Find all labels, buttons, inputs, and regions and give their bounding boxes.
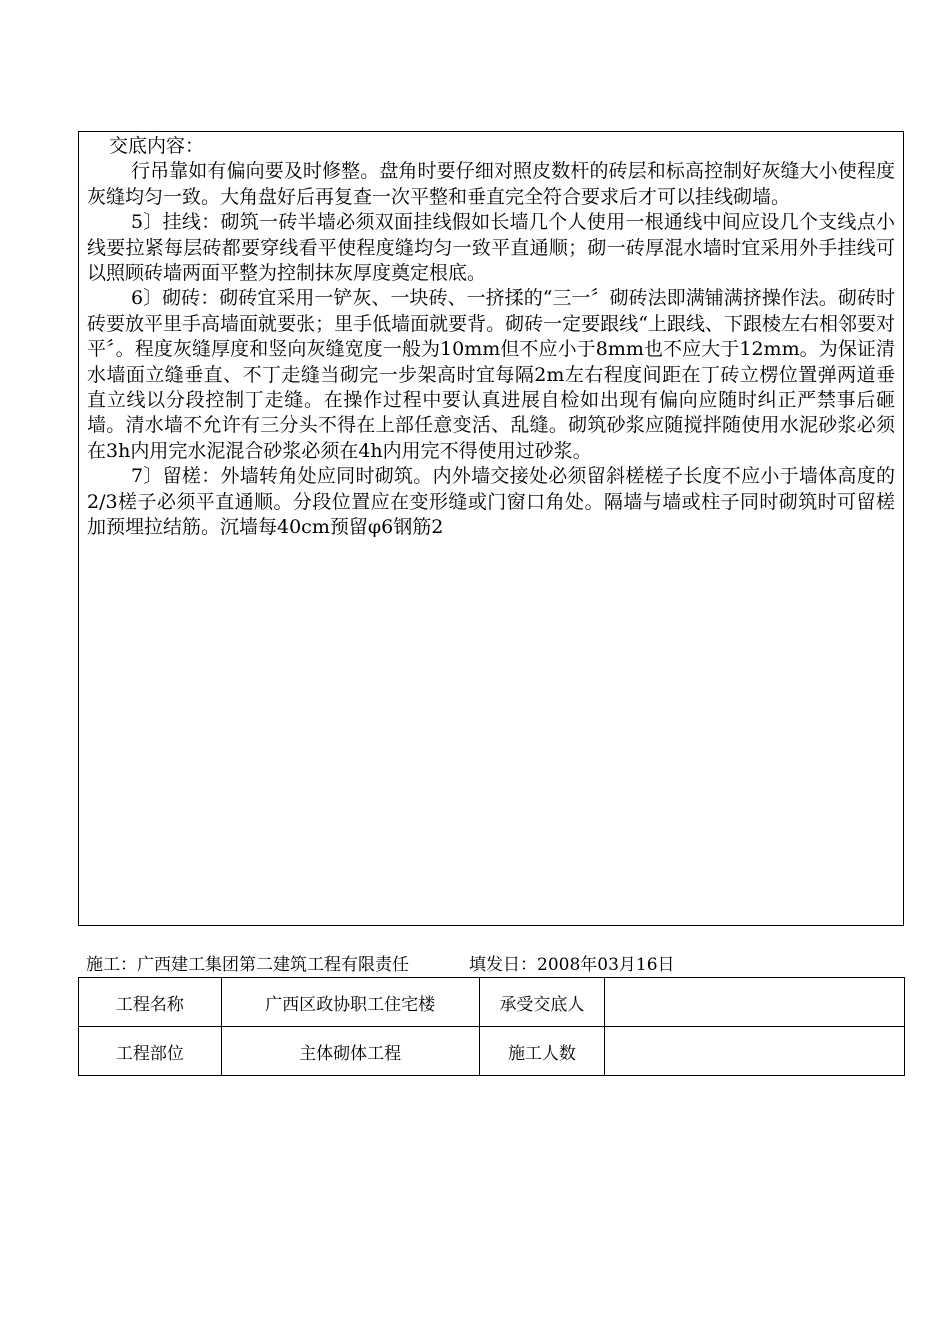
- recipient-label: 承受交底人: [479, 978, 605, 1027]
- project-part-value: 主体砌体工程: [221, 1027, 479, 1076]
- project-info-table: [78, 977, 905, 1076]
- table-row: [79, 978, 905, 1027]
- content-paragraph: 行吊靠如有偏向要及时修整。盘角时要仔细对照皮数杆的砖层和标高控制好灰缝大小使程度灰缝均匀一致。大角盘好后再复查一次平整和垂直完全符合要求后才可以挂线砌墙。: [87, 160, 895, 208]
- content-heading: 交底内容：: [109, 135, 205, 157]
- worker-count-value: [605, 1027, 905, 1076]
- footer-line: [86, 955, 675, 975]
- content-paragraph: 6〕砌砖：砌砖宜采用一铲灰、一块砖、一挤揉的“三一〞砌砖法即满铺满挤操作法。砌砖时砖要放平里手高墙面就要张；里手低墙面就要背。砌砖一定要跟线“上跟线、下跟棱左右相邻要对平〞。程度灰缝厚度和竖向灰缝宽度一般为10mm但不应小于8mm也不应大于12mm。为保证清水墙面立缝垂直、不丁走缝当砌完一步架高时宜每隔2m左右程度间距在丁砖立楞位置弹两道垂直立线以分段控制丁走缝。在操作过程中要认真进展自检如出现有偏向应随时纠正严禁事后砸墙。清水墙不允许有三分头不得在上部任意变活、乱缝。砌筑砂浆应随搅拌随使用水泥砂浆必须在3h内用完水泥混合砂浆必须在4h内用完不得使用过砂浆。: [87, 287, 895, 462]
- issue-date: 填发日：2008年03月16日: [469, 955, 675, 975]
- project-name-label: 工程名称: [79, 978, 222, 1027]
- content-paragraph: 7〕留槎：外墙转角处应同时砌筑。内外墙交接处必须留斜槎槎子长度不应小于墙体高度的2/3槎子必须平直通顺。分段位置应在变形缝或门窗口角处。隔墙与墙或柱子同时砌筑时可留槎加预埋拉结筋。沉墙每40cm预留φ6钢筋2: [87, 465, 895, 539]
- table-row: [79, 1027, 905, 1076]
- project-part-label: 工程部位: [79, 1027, 222, 1076]
- recipient-value: [605, 978, 905, 1027]
- construction-company: 施工：广西建工集团第二建筑工程有限责任: [86, 955, 409, 975]
- worker-count-label: 施工人数: [479, 1027, 605, 1076]
- project-name-value: 广西区政协职工住宅楼: [221, 978, 479, 1027]
- disclosure-content-box: [78, 131, 904, 926]
- content-paragraph: 5〕挂线：砌筑一砖半墙必须双面挂线假如长墙几个人使用一根通线中间应设几个支线点小线要拉紧每层砖都要穿线看平使程度缝均匀一致平直通顺；砌一砖厚混水墙时宜采用外手挂线可以照顾砖墙两面平整为控制抹灰厚度奠定根底。: [87, 211, 895, 285]
